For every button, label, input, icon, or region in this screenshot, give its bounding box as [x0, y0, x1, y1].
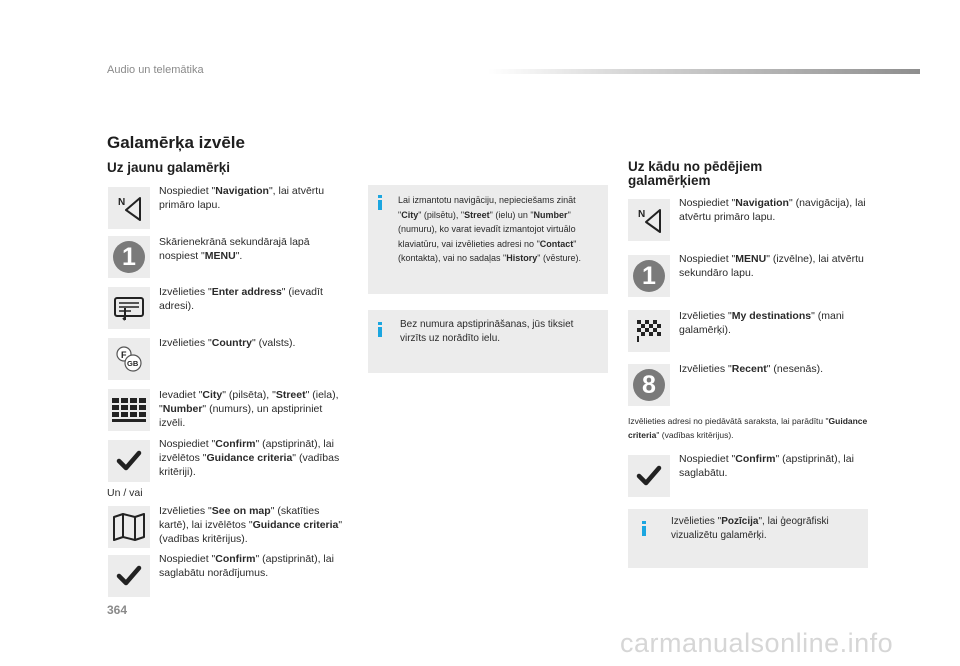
right-step-2-text: Nospiediet "MENU" (izvēlne), lai atvērtu sekundāro lapu.: [679, 253, 864, 279]
info-box-number: [368, 310, 608, 373]
left-step-8-text: Nospiediet "Confirm" (apstiprināt), lai saglabātu norādījumus.: [159, 553, 334, 579]
or-label: Un / vai: [107, 487, 143, 499]
left-step-1-text: Nospiediet "Navigation", lai atvērtu primāro lapu.: [159, 185, 325, 211]
svg-text:GB: GB: [127, 359, 139, 368]
map-icon: [108, 506, 150, 548]
left-step-2-text: Skārienekrānā sekundārajā lapā nospiest "MENU".: [159, 236, 310, 262]
right-heading: Uz kādu no pēdējiem galamērķiem: [628, 159, 763, 188]
country-flag-icon: [108, 338, 150, 380]
right-step-1-text: Nospiediet "Navigation" (navigācija), lai atvērtu primāro lapu.: [679, 197, 866, 223]
info-box-position-text: Izvēlieties "Pozīcija", lai ģeogrāfiski vizualizētu galamērķi.: [671, 516, 829, 541]
svg-text:N: N: [118, 197, 126, 208]
left-step-4-text: Izvēlieties "Country" (valsts).: [159, 337, 296, 349]
info-box-navigation: [368, 185, 608, 294]
info-box-number-text: Bez numura apstiprināšanas, jūs tiksiet virzīts uz norādīto ielu.: [400, 319, 574, 344]
keyboard-icon: [108, 389, 150, 431]
watermark: carmanualsonline.info: [620, 628, 894, 658]
enter-address-icon: [108, 287, 150, 329]
checkmark-icon: [108, 440, 150, 482]
info-icon: [378, 322, 382, 337]
left-step-6-text: Nospiediet "Confirm" (apstiprināt), lai izvēlētos "Guidance criteria" (vadības kritēriji).: [159, 438, 340, 478]
navigation-arrow-icon: [628, 199, 670, 241]
info-icon: [378, 195, 382, 210]
checkered-flag-icon: [628, 310, 670, 352]
number-8-icon: 8: [628, 364, 670, 406]
right-note: Izvēlieties adresi no piedāvātā saraksta, lai parādītu "Guidance criteria" (vadības kritērijus).: [628, 416, 868, 440]
left-heading: Uz jaunu galamērķi: [107, 160, 231, 175]
left-step-7-text: Izvēlieties "See on map" (skatīties kartē), lai izvēlētos "Guidance criteria" (vadības kritērijus).: [159, 505, 343, 545]
info-box-position: [628, 509, 868, 568]
header-title: Audio un telemātika: [107, 64, 204, 76]
info-box-navigation-text: Lai izmantotu navigāciju, nepieciešams zināt "City" (pilsētu), "Street" (ielu) un "Number" (numuru), ko varat ievadīt izmantojot virtuālo klaviatūru, vai izvēlieties adresi no "Contact" (kontakta), vai no sadaļas "History" (vēsture).: [398, 195, 581, 263]
checkmark-icon: [108, 555, 150, 597]
info-icon: [642, 521, 646, 536]
right-step-5-text: Nospiediet "Confirm" (apstiprināt), lai saglabātu.: [679, 453, 854, 479]
navigation-arrow-icon: [108, 187, 150, 229]
left-step-3-text: Izvēlieties "Enter address" (ievadīt adresi).: [159, 286, 323, 312]
number-1-icon: 1: [108, 236, 150, 278]
checkmark-icon: [628, 455, 670, 497]
right-step-3-text: Izvēlieties "My destinations" (mani galamērķi).: [679, 310, 845, 336]
svg-text:N: N: [638, 209, 646, 220]
number-1-icon: 1: [628, 255, 670, 297]
right-step-4-text: Izvēlieties "Recent" (nesenās).: [679, 363, 824, 375]
section-title: Galamērķa izvēle: [107, 133, 245, 152]
page-number: 364: [107, 603, 128, 617]
left-step-5-text: Ievadiet "City" (pilsēta), "Street" (iela), "Number" (numurs), un apstipriniet izvēli.: [159, 389, 339, 429]
header-rule: [488, 69, 920, 74]
svg-text:F: F: [121, 350, 127, 360]
